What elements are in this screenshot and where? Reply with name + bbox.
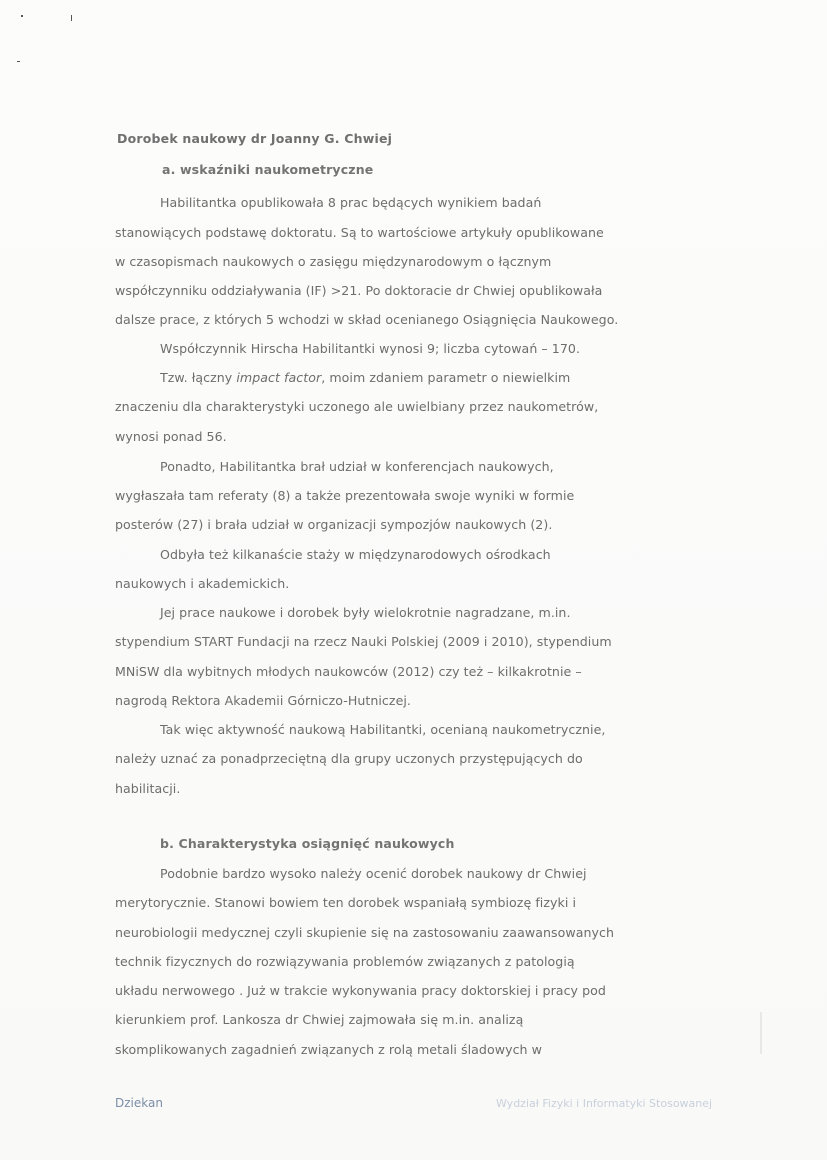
paragraph-line: Jej prace naukowe i dorobek były wielokrotnie nagradzane, m.in. — [160, 605, 571, 620]
paragraph-line: Tak więc aktywność naukową Habilitantki, ocenianą naukometrycznie, — [160, 722, 606, 737]
impact-factor-suffix: , moim zdaniem parametr o niewielkim — [321, 370, 571, 385]
impact-factor-term: impact factor — [236, 370, 322, 385]
footer-dean-label: Dziekan — [115, 1096, 163, 1110]
paragraph-line: habilitacji. — [115, 781, 181, 796]
paragraph-line: wygłaszała tam referaty (8) a także prezentowała swoje wyniki w formie — [115, 488, 575, 503]
document-title: Dorobek naukowy dr Joanny G. Chwiej — [117, 131, 393, 146]
paragraph-line: Ponadto, Habilitantka brał udział w konferencjach naukowych, — [160, 459, 554, 474]
paragraph-line: merytorycznie. Stanowi bowiem ten dorobek wspaniałą symbiozę fizyki i — [115, 895, 577, 910]
paragraph-line: Podobnie bardzo wysoko należy ocenić dorobek naukowy dr Chwiej — [160, 866, 587, 881]
paragraph-line: posterów (27) i brała udział w organizacji sympozjów naukowych (2). — [115, 517, 553, 532]
paragraph-line: współczynniku oddziaływania (IF) >21. Po doktoracie dr Chwiej opublikowała — [115, 283, 603, 298]
impact-factor-line — [160, 370, 570, 385]
paragraph-line: kierunkiem prof. Lankosza dr Chwiej zajmowała się m.in. analizą — [115, 1012, 524, 1027]
paragraph-line: nagrodą Rektora Akademii Górniczo-Hutniczej. — [115, 693, 411, 708]
section-b-heading: b. Charakterystyka osiągnięć naukowych — [160, 836, 455, 851]
paragraph-line: stanowiących podstawę doktoratu. Są to wartościowe artykuły opublikowane — [115, 225, 604, 240]
scan-mark — [17, 61, 20, 62]
scan-mark — [71, 15, 72, 21]
paragraph-line: skomplikowanych zagadnień związanych z rolą metali śladowych w — [115, 1042, 542, 1057]
scan-mark — [21, 15, 23, 17]
paragraph-line: stypendium START Fundacji na rzecz Nauki Polskiej (2009 i 2010), stypendium — [115, 634, 612, 649]
faint-page-mark — [760, 1012, 776, 1054]
paragraph-line: dalsze prace, z których 5 wchodzi w skład ocenianego Osiągnięcia Naukowego. — [115, 312, 619, 327]
paragraph-line: Habilitantka opublikowała 8 prac będących wynikiem badań — [160, 195, 542, 210]
paragraph-line: w czasopismach naukowych o zasięgu międzynarodowym o łącznym — [115, 254, 552, 269]
paragraph-line: wynosi ponad 56. — [115, 429, 227, 444]
paragraph-line: Odbyła też kilkanaście staży w międzynarodowych ośrodkach — [160, 547, 551, 562]
section-a-heading: a. wskaźniki naukometryczne — [162, 162, 374, 177]
paragraph-line: MNiSW dla wybitnych młodych naukowców (2012) czy też – kilkakrotnie – — [115, 664, 582, 679]
paragraph-line: naukowych i akademickich. — [115, 576, 290, 591]
impact-factor-prefix: Tzw. łączny — [160, 370, 237, 385]
paragraph-line: Współczynnik Hirscha Habilitantki wynosi 9; liczba cytowań – 170. — [160, 341, 581, 356]
paragraph-line: układu nerwowego . Już w trakcie wykonywania pracy doktorskiej i pracy pod — [115, 983, 606, 998]
paragraph-line: technik fizycznych do rozwiązywania problemów związanych z patologią — [115, 954, 575, 969]
paragraph-line: neurobiologii medycznej czyli skupienie się na zastosowaniu zaawansowanych — [115, 925, 615, 940]
paragraph-line: znaczeniu dla charakterystyki uczonego ale uwielbiany przez naukometrów, — [115, 399, 599, 414]
footer-faculty-label: Wydział Fizyki i Informatyki Stosowanej — [496, 1097, 713, 1110]
paragraph-line: należy uznać za ponadprzeciętną dla grupy uczonych przystępujących do — [115, 751, 583, 766]
